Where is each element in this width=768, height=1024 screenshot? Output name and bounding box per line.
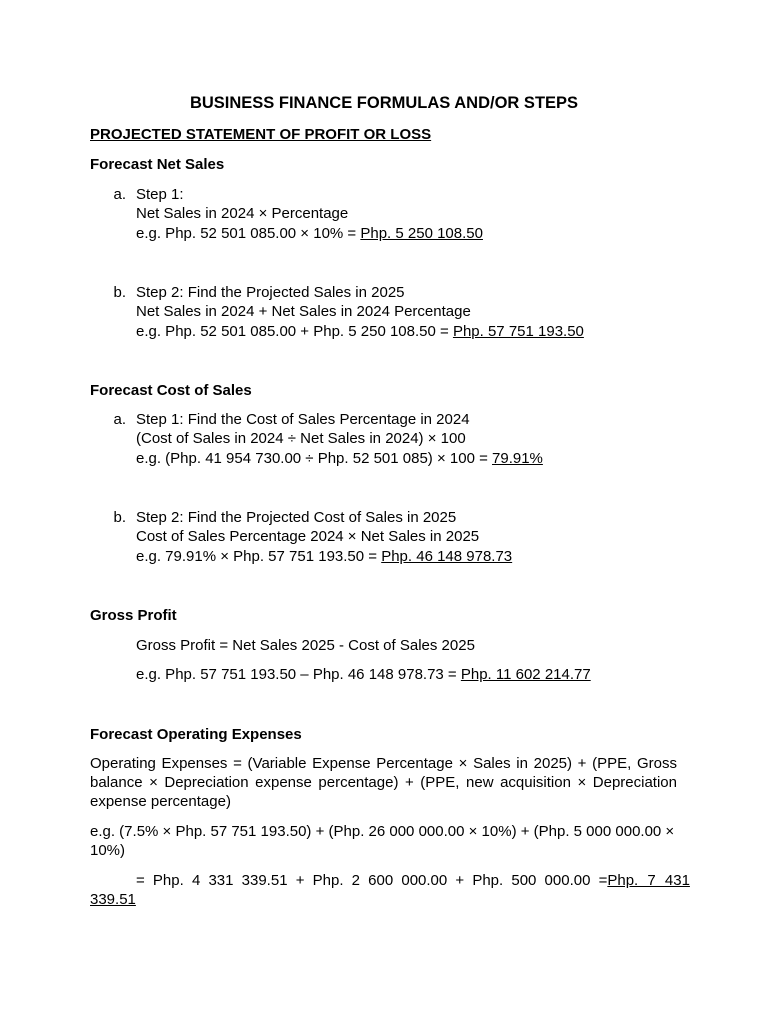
computation-text: = Php. 4 331 339.51 + Php. 2 600 000.00 + Php. 500 000.00 = xyxy=(136,872,608,889)
cost-of-sales-step2-example xyxy=(136,547,512,566)
example-result: Php. 46 148 978.73 xyxy=(381,548,513,565)
operating-expenses-heading: Forecast Operating Expenses xyxy=(90,726,302,743)
example-result: 79.91% xyxy=(492,450,543,467)
cost-of-sales-step2: Step 2: Find the Projected Cost of Sales in 2025 xyxy=(136,509,457,526)
section-heading: PROJECTED STATEMENT OF PROFIT OR LOSS xyxy=(90,126,432,143)
example-result: Php. 57 751 193.50 xyxy=(452,323,584,340)
example-text: e.g. Php. 52 501 085.00 × 10% = xyxy=(136,225,361,242)
computation-result-part1: Php. 7 431 xyxy=(607,872,690,889)
example-text: e.g. (Php. 41 954 730.00 ÷ Php. 52 501 085) × 100 = xyxy=(136,450,493,467)
computation-line xyxy=(136,871,690,890)
net-sales-a-marker: a. xyxy=(113,186,126,203)
net-sales-step2-formula: Net Sales in 2024 + Net Sales in 2024 Percentage xyxy=(136,303,471,320)
example-text: e.g. Php. 57 751 193.50 – Php. 46 148 978.73 = xyxy=(136,666,461,683)
page-title: BUSINESS FINANCE FORMULAS AND/OR STEPS xyxy=(189,94,579,112)
net-sales-step2: Step 2: Find the Projected Sales in 2025 xyxy=(136,284,405,301)
cost-of-sales-step2-formula: Cost of Sales Percentage 2024 × Net Sales in 2025 xyxy=(136,528,480,545)
operating-expenses-example: e.g. (7.5% × Php. 57 751 193.50) + (Php. 26 000 000.00 × 10%) + (Php. 5 000 000.00 × 10%) xyxy=(90,823,675,859)
cost-of-sales-step1: Step 1: Find the Cost of Sales Percentage in 2024 xyxy=(136,411,470,428)
gross-profit-formula: Gross Profit = Net Sales 2025 - Cost of Sales 2025 xyxy=(136,637,475,654)
cost-of-sales-step1-example xyxy=(136,449,543,468)
example-text: e.g. Php. 52 501 085.00 + Php. 5 250 108.50 = xyxy=(136,323,453,340)
net-sales-step1-example xyxy=(136,224,483,243)
cost-of-sales-heading: Forecast Cost of Sales xyxy=(90,382,252,399)
example-text: e.g. 79.91% × Php. 57 751 193.50 = xyxy=(136,548,382,565)
gross-profit-example xyxy=(136,665,591,684)
gross-profit-heading: Gross Profit xyxy=(90,607,177,624)
cost-of-sales-a-marker: a. xyxy=(113,411,126,428)
computation-result-part2: 339.51 xyxy=(90,891,136,908)
net-sales-step2-example xyxy=(136,322,584,341)
operating-expenses-computation xyxy=(136,871,690,890)
net-sales-step1: Step 1: xyxy=(136,186,184,203)
net-sales-heading: Forecast Net Sales xyxy=(90,156,225,173)
net-sales-step1-formula: Net Sales in 2024 × Percentage xyxy=(136,205,349,222)
cost-of-sales-b-marker: b. xyxy=(113,509,126,526)
net-sales-b-marker: b. xyxy=(113,284,126,301)
cost-of-sales-step1-formula: (Cost of Sales in 2024 ÷ Net Sales in 2024) × 100 xyxy=(136,430,466,447)
operating-expenses-formula: Operating Expenses = (Variable Expense Percentage × Sales in 2025) + (PPE, Gross balance × Depreciation expense percentage) + (PPE, new acquisition × Depreciation expense percentage) xyxy=(90,755,677,810)
example-result: Php. 11 602 214.77 xyxy=(460,666,591,683)
example-result: Php. 5 250 108.50 xyxy=(360,225,483,242)
